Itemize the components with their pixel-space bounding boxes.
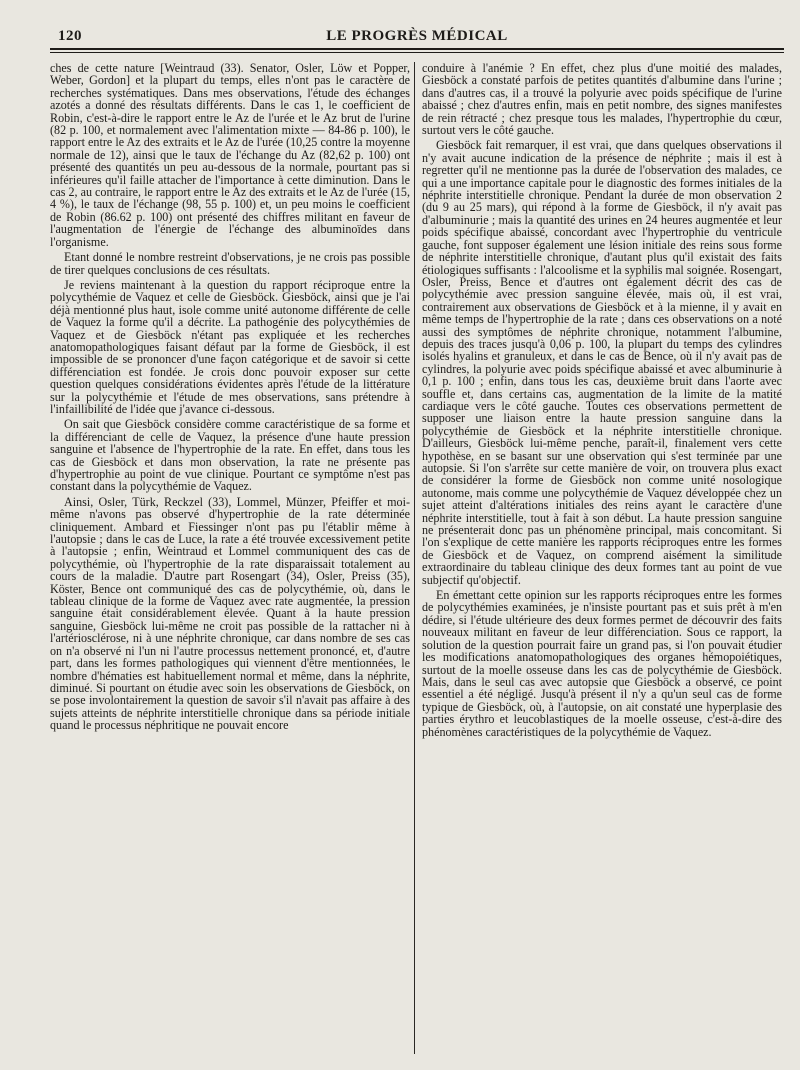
left-column xyxy=(50,62,410,1054)
page-number: 120 xyxy=(58,28,82,44)
header-rule-thick xyxy=(50,48,784,50)
paragraph: En émettant cette opinion sur les rapports réciproques entre les formes de polycythémies examinées, je n'insiste pourtant pas et suis prêt à m'en dédire, si l'étude ultérieure des deux formes permet de découvrir des faits nouveaux militant en faveur de leur différenciation. Sous ce rapport, la solution de la question pourrait faire un grand pas, si l'on pouvait étudier les modifications anatomopathologiques des organes hémopoiétiques, surtout de la moelle osseuse dans les cas de polycythémie de Giesböck. Mais, dans le seul cas avec autopsie que Giesböck a observé, ce point essentiel a été négligé. Jusqu'à présent il n'y a qu'un seul cas de forme typique de Giesböck, où, à l'autopsie, on ait constaté une hyperplasie des parties érythro et leucoblastiques de la moelle osseuse, c'est-à-dire des phénomènes caractéristiques de la polycythémie de Vaquez. xyxy=(422,588,782,739)
paragraph: ches de cette nature [Weintraud (33). Senator, Osler, Löw et Popper, Weber, Gordon] et la plupart du temps, elles n'ont pas le caractère de recherches systématiques. Dans mes observations, l'étude des échanges azotés a donné des résultats différents. Dans le cas 1, le coefficient de Robin, c'est-à-dire le rapport entre le Az de l'urée et le Az brut de l'urine (82 p. 100, et normalement avec l'alimentation mixte — 84-86 p. 100), le rapport entre le Az des extraits et le Az de l'urée (10,25 contre la moyenne normale de 12), ainsi que le taux de l'échange du Az (82,62 p. 100) ont présenté des quantités un peu au-dessous de la normale, pourtant pas si inférieures qu'il faille attacher de l'importance à cette diminution. Dans le cas 2, au contraire, le rapport entre le Az des extraits et le Az de l'urée (15, 4 %), le taux de l'échange (98, 55 p. 100) et, un peu moins le coefficient de Robin (86.62 p. 100) ont présenté des chiffres militant en faveur de l'augmentation de l'énergie de l'échange des albuminoïdes dans l'organisme. xyxy=(50,62,410,249)
page-header xyxy=(52,26,782,48)
paragraph: On sait que Giesböck considère comme caractéristique de sa forme et la différenciant de celle de Vaquez, la présence d'une haute pression sanguine et l'absence de l'hypertrophie de la rate. En effet, dans tous les cas de Giesböck et dans mon observation, la rate ne présente pas d'hypertrophie au point de vue clinique. Pourtant ce symptôme n'est pas constant dans la polycythémie de Vaquez. xyxy=(50,417,410,494)
paragraph: Etant donné le nombre restreint d'observations, je ne crois pas possible de tirer quelques conclusions de ces résultats. xyxy=(50,250,410,277)
column-divider xyxy=(414,62,415,1054)
paragraph: Ainsi, Osler, Türk, Reckzel (33), Lommel, Münzer, Pfeiffer et moi-même n'avons pas observé d'hypertrophie de la rate déterminée cliniquement. Ambard et Fiessinger n'ont pas pu l'établir même à l'autopsie ; dans le cas de Luce, la rate a été trouvée excessivement petite à l'autopsie ; enfin, Weintraud et Lommel communiquent des cas de polycythémie, où l'hypertrophie de la rate disparaissait totalement au cours de la maladie. D'autre part Rosengart (34), Osler, Preiss (35), Köster, Bence ont communiqué des cas de polycythémie, où, dans le tableau clinique de la forme de Vaquez avec rate augmentée, la pression sanguine était considérablement élevée. Quant à la haute pression sanguine, Giesböck lui-même ne croit pas possible de la rattacher ni à l'artériosclérose, ni à une néphrite chronique, car dans nombre de ses cas on n'a observé ni l'un ni l'autre processus nettement prononcé, et, d'autre part, dans les formes pathologiques qui viennent d'être mentionnées, le nombre d'hématies est habituellement normal et même, dans la néphrite, diminué. Si pourtant on étudie avec soin les observations de Giesböck, on se pose involontairement la question de savoir s'il n'avait pas affaire à des sujets atteints de néphrite interstitielle chronique dans sa période initiale quand le processus néphritique ne pouvait encore xyxy=(50,494,410,733)
paragraph: conduire à l'anémie ? En effet, chez plus d'une moitié des malades, Giesböck a constaté parfois de petites quantités d'albumine dans l'urine ; dans d'autres cas, il a trouvé la polyurie avec poids spécifique de l'urine abaissé ; chez d'autres enfin, mais en petit nombre, des signes manifestes de rein rétracté ; chez presque tous les malades, l'hypertrophie du cœur, surtout vers le côté gauche. xyxy=(422,62,782,138)
right-column xyxy=(422,62,782,1054)
paragraph: Je reviens maintenant à la question du rapport réciproque entre la polycythémie de Vaquez et celle de Giesböck. Giesböck, ainsi que je l'ai déjà mentionné plus haut, isole comme unité autonome différente de celle de Vaquez la forme qu'il a décrite. La pathogénie des polycythémies de Vaquez et de Giesböck n'étant pas expliquée et les recherches anatomopathologiques faisant défaut par la forme de Giesböck, il est impossible de se prononcer d'une façon catégorique et de savoir si cette différenciation est fondée. Je crois donc pouvoir exposer sur cette question quelques considérations évidentes après l'étude de la littérature sur la polycythémie et l'étude de mes observations, sans prétendre à l'infaillibilité de l'idée que j'avance ci-dessous. xyxy=(50,277,410,416)
paragraph: Giesböck fait remarquer, il est vrai, que dans quelques observations il n'y avait aucune indication de la présence de néphrite ; mais il est à regretter qu'il ne mentionne pas la durée de l'observation des malades, ce qui a une importance capitale pour le diagnostic des formes initiales de la néphrite interstitielle chronique. Pendant la durée de mon observation 2 (du 9 au 25 mars), qui répond à la forme de Giesböck, il n'y avait pas d'albuminurie ; mais la quantité des urines en 24 heures augmentée et leur poids spécifique abaissé, concordant avec l'hypertrophie du ventricule gauche, font supposer également une lésion initiale des reins sous forme de néphrite interstitielle chronique, d'autant plus qu'il existait des faits étiologiques suffisants : l'alcoolisme et la syphilis mal soignée. Rosengart, Osler, Preiss, Bence et d'autres ont également décrit des cas de polycythémie avec pression sanguine élevée, mais où, il est vrai, contrairement aux observations de Giesböck et à la mienne, il y avait en même temps de l'hypertrophie de la rate ; dans ces observations on a noté aussi des symptômes de néphrite chronique, notamment l'albumine, depuis des traces jusqu'à 0,06 p. 100, la plupart du temps des cylindres isolés hyalins et granuleux, et dans le cas de Bence, où il n'y avait pas de cylindres, la polyurie avec poids spécifique abaissé et avec albuminurie à 0,1 p. 100 ; enfin, dans tous les cas, deuxième bruit dans l'aorte avec souffle et, dans certains cas, augmentation de la limite de la matité cardiaque vers le côté gauche. Toutes ces observations permettent de supposer une liaison entre la haute pression sanguine dans la polycythémie de Giesböck et la néphrite interstitielle chronique. D'ailleurs, Giesböck lui-même penche, paraît-il, finalement vers cette hypothèse, en se basant sur une observation qui s'est terminée par une autopsie. Si l'on s'arrête sur cette manière de voir, on trouvera plus exact de considérer la forme de Giesböck non comme unité nosologique autonome, mais comme une polycythémie de Vaquez développée chez un sujet atteint d'altérations initiales des reins ayant le caractère d'une néphrite interstitielle, tout à fait à son début. La haute pression sanguine ne présenterait donc pas un phénomène principal, mais concomitant. Si l'on s'explique de cette manière les rapports réciproques entre les formes de Giesböck et de Vaquez, on comprend aisément la similitude extraordinaire du tableau clinique des deux formes tant au point de vue subjectif qu'objectif. xyxy=(422,138,782,587)
header-rule-thin xyxy=(50,52,784,53)
journal-title: LE PROGRÈS MÉDICAL xyxy=(326,28,508,44)
